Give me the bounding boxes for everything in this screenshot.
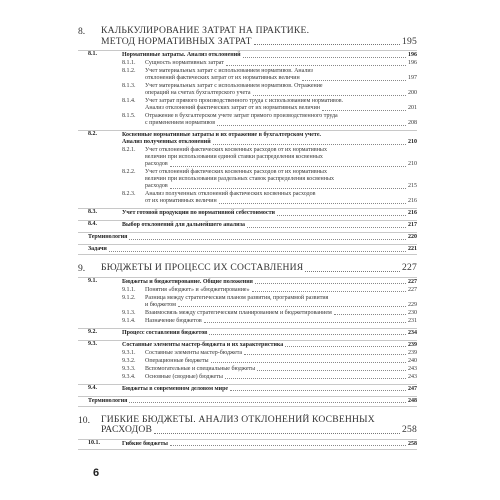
entry-text: и бюджетом bbox=[145, 301, 176, 308]
entry-page: 215 bbox=[408, 183, 417, 189]
entry-text: Взаимосвязь между стратегическим планированием и бюджетированием bbox=[145, 309, 332, 316]
chapter-number: 8. bbox=[78, 26, 86, 37]
leader-dots bbox=[219, 203, 406, 204]
entry-text: Отражение в бухгалтерском учете затрат прямого производственного труда bbox=[145, 113, 338, 119]
entry-text: Учет готовой продукции по нормативной себестоимости bbox=[122, 210, 275, 216]
entry-text: Процесс составления бюджетов bbox=[122, 329, 208, 336]
entry-line bbox=[122, 210, 417, 217]
entry-number: 9.4. bbox=[88, 384, 97, 391]
entry-page: 200 bbox=[408, 90, 417, 96]
leader-dots bbox=[211, 362, 406, 363]
leader-dots bbox=[226, 65, 406, 66]
chapter-title-text: МЕТОД НОРМАТИВНЫХ ЗАТРАТ bbox=[101, 35, 252, 47]
entry-line bbox=[145, 98, 417, 105]
toc-section[interactable] bbox=[78, 439, 417, 448]
entry-text: Гибкие бюджеты bbox=[122, 440, 168, 447]
toc-section[interactable] bbox=[78, 384, 417, 393]
entry-line bbox=[145, 105, 417, 112]
entry-body bbox=[78, 279, 417, 286]
entry-body bbox=[78, 210, 417, 217]
entry-line bbox=[145, 191, 417, 198]
entry-line bbox=[145, 198, 417, 205]
chapter-title-line bbox=[101, 37, 417, 48]
entry-line bbox=[122, 342, 417, 349]
chapter-title-text: РАСХОДОВ bbox=[101, 424, 153, 435]
entry-line bbox=[145, 154, 417, 161]
toc-chapter bbox=[78, 263, 417, 407]
entry-body bbox=[78, 234, 417, 241]
entry-page: 227 bbox=[408, 278, 417, 285]
chapter-page: 258 bbox=[402, 424, 417, 435]
entry-text: Основные (сводные) бюджеты bbox=[145, 373, 223, 380]
toc-chapter bbox=[78, 415, 417, 450]
toc-subsection[interactable] bbox=[78, 83, 417, 97]
entry-line bbox=[145, 350, 417, 357]
entry-line bbox=[145, 176, 417, 183]
entry-line bbox=[122, 139, 417, 146]
entry-text: Косвенные нормативные затраты и их отражение в бухгалтерском учете. bbox=[122, 132, 321, 138]
toc-subsection[interactable] bbox=[78, 358, 417, 365]
leader-dots bbox=[154, 433, 400, 434]
leader-dots bbox=[322, 110, 406, 111]
entry-text: Учет материальных затрат с использованием нормативов. Анализ bbox=[145, 68, 313, 74]
leader-dots bbox=[170, 166, 406, 167]
toc-subsection[interactable] bbox=[78, 366, 417, 373]
entry-page: 210 bbox=[408, 139, 417, 145]
entry-page: 248 bbox=[408, 397, 417, 404]
entry-page: 229 bbox=[408, 301, 417, 308]
leader-dots bbox=[217, 125, 406, 126]
entry-page: 227 bbox=[408, 286, 417, 293]
entry-number: 9.1.1. bbox=[122, 286, 136, 293]
entry-number: 8.1. bbox=[88, 51, 97, 57]
entry-page: 258 bbox=[408, 440, 417, 447]
entry-number: 8.2.1. bbox=[122, 147, 136, 153]
entry-page: 239 bbox=[408, 341, 417, 348]
entry-line bbox=[145, 120, 417, 127]
entry-line bbox=[145, 310, 417, 317]
entry-text: расходов bbox=[145, 161, 168, 167]
entry-text: Задачи bbox=[88, 246, 107, 252]
entry-line bbox=[145, 302, 417, 309]
toc-section[interactable] bbox=[78, 50, 417, 59]
entry-line bbox=[88, 234, 417, 241]
entry-number: 8.1.2. bbox=[122, 68, 136, 74]
entry-page: 196 bbox=[408, 60, 417, 66]
entry-page: 243 bbox=[408, 373, 417, 380]
entry-line bbox=[145, 183, 417, 190]
entry-line bbox=[145, 68, 417, 75]
toc-subsection[interactable] bbox=[78, 169, 417, 190]
chapter-title-line bbox=[101, 425, 417, 436]
entry-body bbox=[78, 132, 417, 146]
entry-text: Нормативные затраты. Анализ отклонений bbox=[122, 52, 241, 58]
entry-page: 196 bbox=[408, 52, 417, 58]
entry-line bbox=[122, 132, 417, 139]
entry-line bbox=[122, 330, 417, 337]
entry-page: 208 bbox=[408, 120, 417, 126]
chapter-title bbox=[78, 263, 417, 274]
entry-line bbox=[145, 147, 417, 154]
entry-number: 8.2. bbox=[88, 131, 97, 137]
entry-page: 221 bbox=[408, 246, 417, 252]
entry-text: Терминология bbox=[88, 397, 128, 404]
toc-item[interactable] bbox=[78, 232, 417, 241]
entry-number: 9.3.3. bbox=[122, 365, 136, 372]
entry-line bbox=[145, 113, 417, 120]
chapter-number: 9. bbox=[78, 263, 86, 274]
entry-text: расходов bbox=[145, 183, 168, 189]
entry-text: Учет отклонений фактических косвенных расходов от их нормативных bbox=[145, 169, 327, 175]
entry-line bbox=[145, 287, 417, 294]
entry-line bbox=[145, 366, 417, 373]
entry-line bbox=[145, 60, 417, 67]
entry-number: 8.3. bbox=[88, 209, 97, 215]
page-number: 6 bbox=[93, 467, 100, 479]
entry-text: Вспомогательные и специальные бюджеты bbox=[145, 365, 256, 372]
entry-body bbox=[78, 441, 417, 448]
leader-dots bbox=[244, 354, 406, 355]
entry-number: 8.1.1. bbox=[122, 60, 136, 66]
entry-number: 9.3.1. bbox=[122, 349, 136, 356]
leader-dots bbox=[170, 188, 406, 189]
entry-number: 10.1. bbox=[88, 439, 100, 446]
toc-subsection[interactable] bbox=[78, 60, 417, 67]
entry-text: Анализ полученных отклонений фактических косвенных расходов bbox=[145, 191, 316, 197]
entry-text: Выбор отклонений для дальнейшего анализа bbox=[122, 222, 246, 228]
entry-text: Сущность нормативных затрат bbox=[145, 60, 224, 66]
entry-text: величин при использовании раздельных ставок распределения косвенных bbox=[145, 176, 335, 182]
entry-page: 210 bbox=[408, 161, 417, 167]
entry-text: Анализ полученных отклонений bbox=[122, 139, 211, 145]
entry-text: Разница между стратегическим планом развития, программой развития bbox=[145, 294, 329, 301]
chapter-page: 195 bbox=[402, 35, 417, 47]
entry-number: 9.1.4. bbox=[122, 317, 136, 324]
toc-subsection[interactable] bbox=[78, 374, 417, 381]
entry-text: от их нормативных величин bbox=[145, 198, 217, 204]
entry-text: Учет затрат прямого производственного труда с использованием нормативов. bbox=[145, 98, 344, 104]
entry-text: с применением нормативов bbox=[145, 120, 216, 126]
entry-line bbox=[88, 398, 417, 405]
leader-dots bbox=[170, 445, 406, 446]
toc-subsection[interactable] bbox=[78, 98, 417, 112]
toc-subsection[interactable] bbox=[78, 113, 417, 127]
entry-body bbox=[78, 342, 417, 349]
entry-page: 220 bbox=[408, 234, 417, 240]
toc-subsection[interactable] bbox=[78, 147, 417, 168]
leader-dots bbox=[213, 144, 406, 145]
entry-page: 240 bbox=[408, 357, 417, 364]
entry-number: 9.3.2. bbox=[122, 357, 136, 364]
entry-number: 8.1.4. bbox=[122, 98, 136, 104]
entry-line bbox=[145, 318, 417, 325]
entry-line bbox=[145, 169, 417, 176]
entry-number: 8.1.5. bbox=[122, 113, 136, 119]
entry-text: Составные элементы мастер-бюджета и их характеристика bbox=[122, 341, 284, 348]
leader-dots bbox=[277, 215, 406, 216]
entry-line bbox=[122, 222, 417, 229]
entry-page: 201 bbox=[408, 105, 417, 111]
toc-chapter bbox=[78, 26, 417, 255]
entry-text: Операционные бюджеты bbox=[145, 357, 209, 364]
chapter-number: 10. bbox=[78, 414, 90, 426]
entry-text: Учет отклонений фактических косвенных расходов от их нормативных bbox=[145, 147, 327, 153]
entry-number: 9.3. bbox=[88, 340, 97, 347]
entry-page: 231 bbox=[408, 317, 417, 324]
toc-section[interactable] bbox=[78, 277, 417, 286]
leader-dots bbox=[253, 95, 406, 96]
entry-text: Бюджеты в современном деловом мире bbox=[122, 385, 229, 392]
entry-line bbox=[122, 279, 417, 286]
entry-page: 197 bbox=[408, 75, 417, 81]
entry-page: 216 bbox=[408, 210, 417, 216]
toc-item[interactable] bbox=[78, 396, 417, 405]
leader-dots bbox=[252, 291, 406, 292]
entry-text: операций на счетах бухгалтерского учета bbox=[145, 90, 251, 96]
chapter-title bbox=[78, 415, 417, 436]
chapter-title-text: БЮДЖЕТЫ И ПРОЦЕСС ИХ СОСТАВЛЕНИЯ bbox=[101, 262, 304, 273]
entry-number: 9.1.3. bbox=[122, 309, 136, 316]
leader-dots bbox=[255, 283, 406, 284]
entry-line bbox=[145, 161, 417, 168]
chapter-title-text: ГИБКИЕ БЮДЖЕТЫ. АНАЛИЗ ОТКЛОНЕНИЙ КОСВЕННЫХ bbox=[101, 413, 375, 425]
entry-body bbox=[78, 222, 417, 229]
entry-line bbox=[122, 441, 417, 448]
toc-section[interactable] bbox=[78, 208, 417, 217]
toc-subsection[interactable] bbox=[78, 295, 417, 309]
toc-subsection[interactable] bbox=[78, 287, 417, 294]
entry-line bbox=[88, 246, 417, 253]
entry-body bbox=[78, 386, 417, 393]
leader-dots bbox=[302, 80, 406, 81]
leader-dots bbox=[109, 251, 406, 252]
leader-dots bbox=[285, 346, 406, 347]
entry-text: Анализ отклонений фактических затрат от их нормативных величин bbox=[145, 105, 320, 111]
toc-subsection[interactable] bbox=[78, 310, 417, 317]
entry-line bbox=[145, 374, 417, 381]
toc-subsection[interactable] bbox=[78, 350, 417, 357]
entry-text: Учет материальных затрат с использованием нормативов. Отражение bbox=[145, 83, 323, 89]
leader-dots bbox=[305, 271, 400, 272]
chapter-page: 227 bbox=[402, 262, 417, 273]
leader-dots bbox=[247, 227, 406, 228]
chapter-title bbox=[78, 26, 417, 47]
entry-body bbox=[78, 246, 417, 253]
entry-number: 8.2.2. bbox=[122, 169, 136, 175]
toc-section[interactable] bbox=[78, 130, 417, 146]
leader-dots bbox=[178, 306, 406, 307]
leader-dots bbox=[129, 239, 406, 240]
entry-line bbox=[122, 386, 417, 393]
entry-text: отклонений фактических затрат от их нормативных величин bbox=[145, 75, 300, 81]
leader-dots bbox=[254, 44, 400, 45]
leader-dots bbox=[257, 370, 406, 371]
entry-number: 8.2.3. bbox=[122, 191, 136, 197]
leader-dots bbox=[209, 334, 406, 335]
entry-body bbox=[78, 52, 417, 59]
chapter-title-text: КАЛЬКУЛИРОВАНИЕ ЗАТРАТ НА ПРАКТИКЕ. bbox=[101, 25, 310, 36]
entry-text: величин при использовании единой ставки распределения косвенных bbox=[145, 154, 323, 160]
toc-section[interactable] bbox=[78, 220, 417, 229]
leader-dots bbox=[334, 314, 406, 315]
entry-line bbox=[145, 90, 417, 97]
leader-dots bbox=[225, 378, 406, 379]
entry-line bbox=[122, 52, 417, 59]
chapter-heading[interactable] bbox=[78, 26, 417, 47]
entry-text: Терминология bbox=[88, 234, 128, 240]
leader-dots bbox=[204, 322, 406, 323]
entry-text: Составные элементы мастер-бюджета bbox=[145, 349, 243, 356]
entry-number: 9.1.2. bbox=[122, 294, 136, 301]
entry-body bbox=[78, 398, 417, 405]
chapter-title-line bbox=[101, 263, 417, 274]
entry-line bbox=[145, 295, 417, 302]
entry-number: 9.1. bbox=[88, 277, 97, 284]
toc-section[interactable] bbox=[78, 340, 417, 349]
entry-page: 217 bbox=[408, 222, 417, 228]
entry-line bbox=[145, 75, 417, 82]
entry-number: 8.1.3. bbox=[122, 83, 136, 89]
toc-item[interactable] bbox=[78, 244, 417, 253]
leader-dots bbox=[129, 402, 406, 403]
entry-page: 239 bbox=[408, 349, 417, 356]
entry-page: 234 bbox=[408, 329, 417, 336]
entry-text: Бюджеты и бюджетирование. Общие положения bbox=[122, 278, 253, 285]
toc-subsection[interactable] bbox=[78, 318, 417, 325]
entry-page: 247 bbox=[408, 385, 417, 392]
table-of-contents bbox=[78, 26, 417, 450]
chapter-heading[interactable] bbox=[78, 415, 417, 436]
entry-page: 230 bbox=[408, 309, 417, 316]
entry-body bbox=[78, 330, 417, 337]
leader-dots bbox=[243, 57, 406, 58]
toc-section[interactable] bbox=[78, 328, 417, 337]
entry-line bbox=[145, 83, 417, 90]
entry-page: 243 bbox=[408, 365, 417, 372]
chapter-title-line bbox=[101, 26, 417, 37]
chapter-heading[interactable] bbox=[78, 263, 417, 274]
leader-dots bbox=[230, 390, 406, 391]
entry-line bbox=[145, 358, 417, 365]
toc-subsection[interactable] bbox=[78, 68, 417, 82]
toc-subsection[interactable] bbox=[78, 191, 417, 205]
entry-text: Понятия «бюджет» и «бюджетирование» bbox=[145, 286, 250, 293]
entry-page: 216 bbox=[408, 198, 417, 204]
entry-number: 9.3.4. bbox=[122, 373, 136, 380]
entry-number: 9.2. bbox=[88, 328, 97, 335]
entry-number: 8.4. bbox=[88, 221, 97, 227]
entry-text: Назначение бюджетов bbox=[145, 317, 202, 324]
